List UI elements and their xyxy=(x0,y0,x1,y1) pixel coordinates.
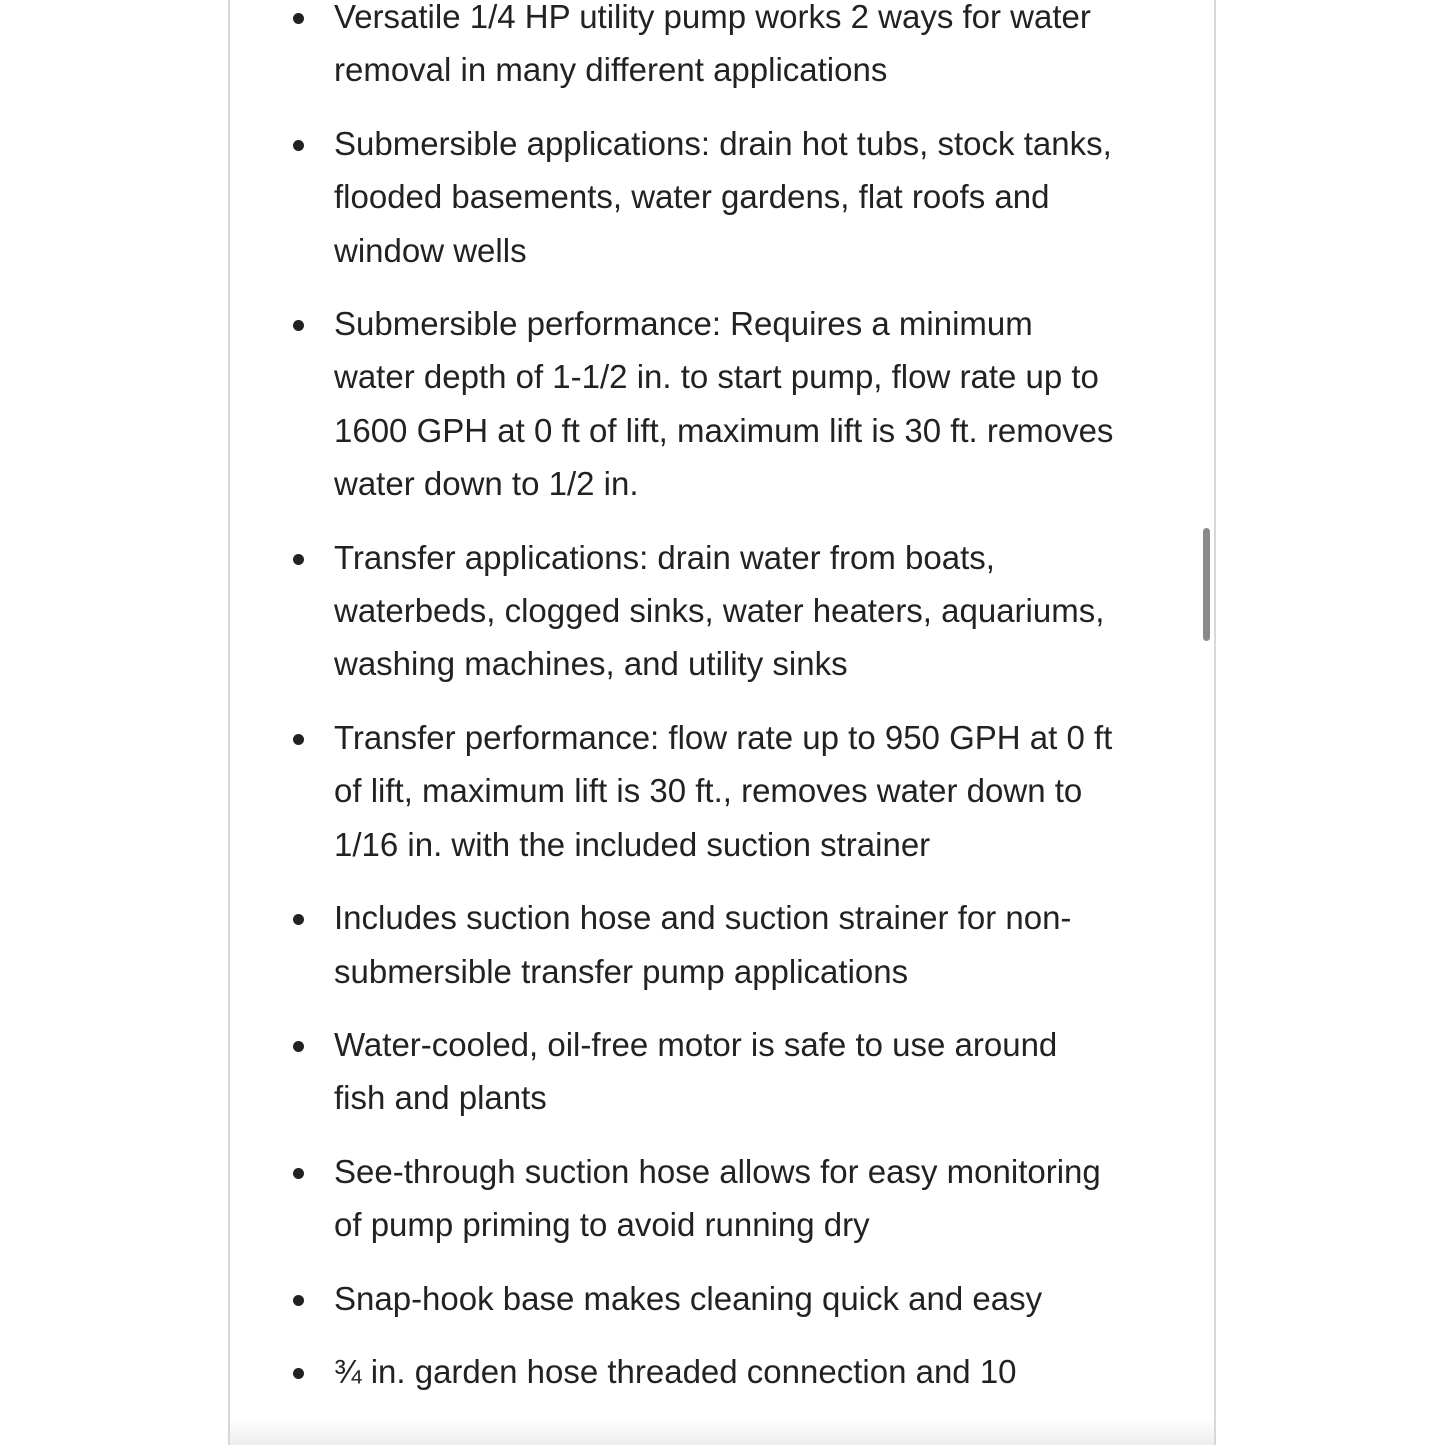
bullet-icon xyxy=(293,1041,304,1052)
list-item xyxy=(230,1145,1214,1252)
feature-text: Submersible performance: Requires a minimum water depth of 1-1/2 in. to start pump, flow rate up to 1600 GPH at 0 ft of lift, maximum lift is 30 ft. removes water down to 1/2 in. xyxy=(334,305,1114,503)
feature-text: Water-cooled, oil-free motor is safe to use around fish and plants xyxy=(334,1025,1058,1117)
feature-text: Transfer performance: flow rate up to 950 GPH at 0 ft of lift, maximum lift is 30 ft., removes water down to 1/16 in. with the included suction strainer xyxy=(334,718,1113,863)
feature-text: Submersible applications: drain hot tubs, stock tanks, flooded basements, water gardens, flat roofs and window wells xyxy=(334,124,1112,269)
bullet-icon xyxy=(293,914,304,925)
list-item xyxy=(230,711,1214,871)
list-item xyxy=(230,1345,1214,1398)
list-item xyxy=(230,531,1214,691)
bullet-icon xyxy=(293,1168,304,1179)
bullet-icon xyxy=(293,1368,304,1379)
list-item xyxy=(230,117,1214,277)
list-item xyxy=(230,297,1214,511)
feature-list xyxy=(230,0,1214,1418)
feature-text: Versatile 1/4 HP utility pump works 2 ways for water removal in many different applications xyxy=(334,0,1091,89)
feature-text: ¾ in. garden hose threaded connection and 10 xyxy=(334,1352,1017,1390)
scrollbar-thumb[interactable] xyxy=(1203,528,1210,641)
feature-text: Includes suction hose and suction strainer for non-submersible transfer pump applications xyxy=(334,899,1072,990)
bullet-icon xyxy=(293,554,304,565)
feature-panel xyxy=(228,0,1216,1445)
bullet-icon xyxy=(293,140,304,151)
feature-text: See-through suction hose allows for easy monitoring of pump priming to avoid running dry xyxy=(334,1152,1101,1244)
bullet-icon xyxy=(293,320,304,331)
bullet-icon xyxy=(293,13,304,24)
bullet-icon xyxy=(293,1295,304,1306)
list-item xyxy=(230,1272,1214,1325)
bottom-fade xyxy=(230,1419,1214,1445)
list-item xyxy=(230,1018,1214,1125)
list-item xyxy=(230,0,1214,97)
bullet-icon xyxy=(293,734,304,745)
feature-text: Transfer applications: drain water from boats, waterbeds, clogged sinks, water heaters, aquariums, washing machines, and utility sinks xyxy=(334,538,1105,683)
feature-text: Snap-hook base makes cleaning quick and easy xyxy=(334,1279,1043,1317)
list-item xyxy=(230,891,1214,998)
